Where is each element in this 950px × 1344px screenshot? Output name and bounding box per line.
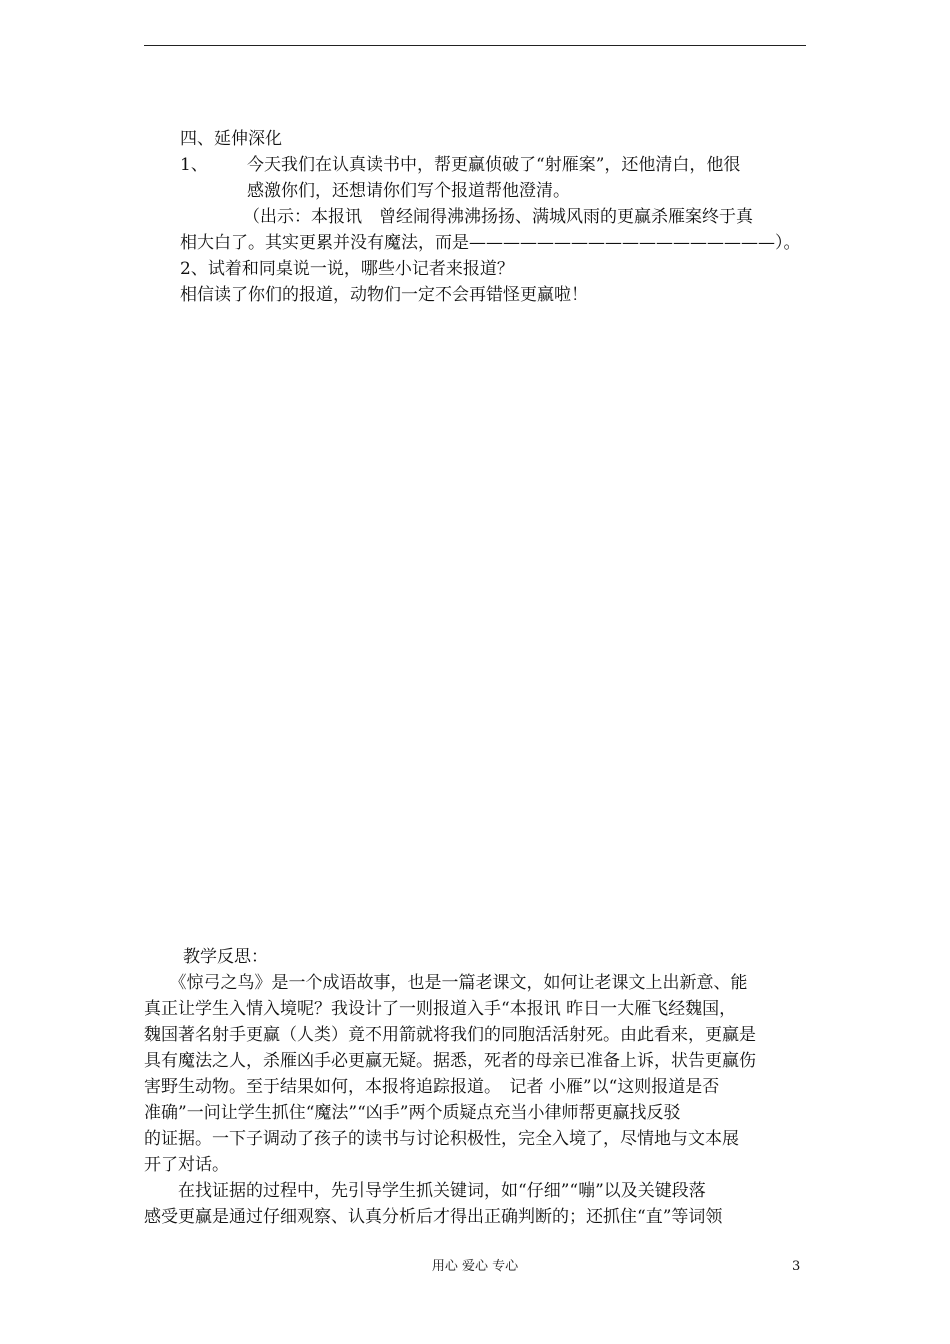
page-number: 3 <box>792 1259 801 1274</box>
item1-line1: 今天我们在认真读书中，帮更赢侦破了“射雁案”，还他清白，他很 <box>247 155 741 175</box>
reflection-line: 魏国著名射手更赢（人类）竟不用箭就将我们的同胞活活射死。由此看来，更赢是 <box>144 1025 756 1045</box>
item2: 2、试着和同桌说一说，哪些小记者来报道？ <box>180 259 514 279</box>
reflection-line: 真正让学生入情入境呢？我设计了一则报道入手“本报讯 昨日一大雁飞经魏国， <box>144 999 737 1019</box>
reflection-line: 开了对话。 <box>144 1155 229 1175</box>
header-rule <box>144 45 806 46</box>
item1-line2: 感激你们，还想请你们写个报道帮他澄清。 <box>247 181 570 201</box>
closing-line: 相信读了你们的报道，动物们一定不会再错怪更赢啦！ <box>180 285 588 305</box>
prompt-line1: （出示：本报讯 曾经闹得沸沸扬扬、满城风雨的更赢杀雁案终于真 <box>243 207 753 227</box>
footer-motto: 用心 爱心 专心 <box>431 1259 519 1274</box>
reflection-line: 《惊弓之鸟》是一个成语故事，也是一篇老课文，如何让老课文上出新意、能 <box>144 973 748 993</box>
reflection-line: 的证据。一下子调动了孩子的读书与讨论积极性，完全入境了，尽情地与文本展 <box>144 1129 739 1149</box>
reflection-line: 感受更赢是通过仔细观察、认真分析后才得出正确判断的；还抓住“直”等词领 <box>144 1207 723 1227</box>
reflection-line: 具有魔法之人，杀雁凶手必更赢无疑。据悉，死者的母亲已准备上诉，状告更赢伤 <box>144 1051 756 1071</box>
reflection-line: 在找证据的过程中，先引导学生抓关键词，如“仔细”“嘣”以及关键段落 <box>144 1181 706 1201</box>
prompt-line2: 相大白了。其实更累并没有魔法，而是——————————————————）。 <box>180 233 801 253</box>
reflection-line: 害野生动物。至于结果如何，本报将追踪报道。 记者 小雁”以“这则报道是否 <box>144 1077 720 1097</box>
reflection-line: 准确”一问让学生抓住“魔法”“凶手”两个质疑点充当小律师帮更赢找反驳 <box>144 1103 681 1123</box>
section-title: 四、延伸深化 <box>180 129 282 149</box>
item1-number: 1、 <box>180 155 208 175</box>
reflection-title: 教学反思： <box>183 947 268 967</box>
